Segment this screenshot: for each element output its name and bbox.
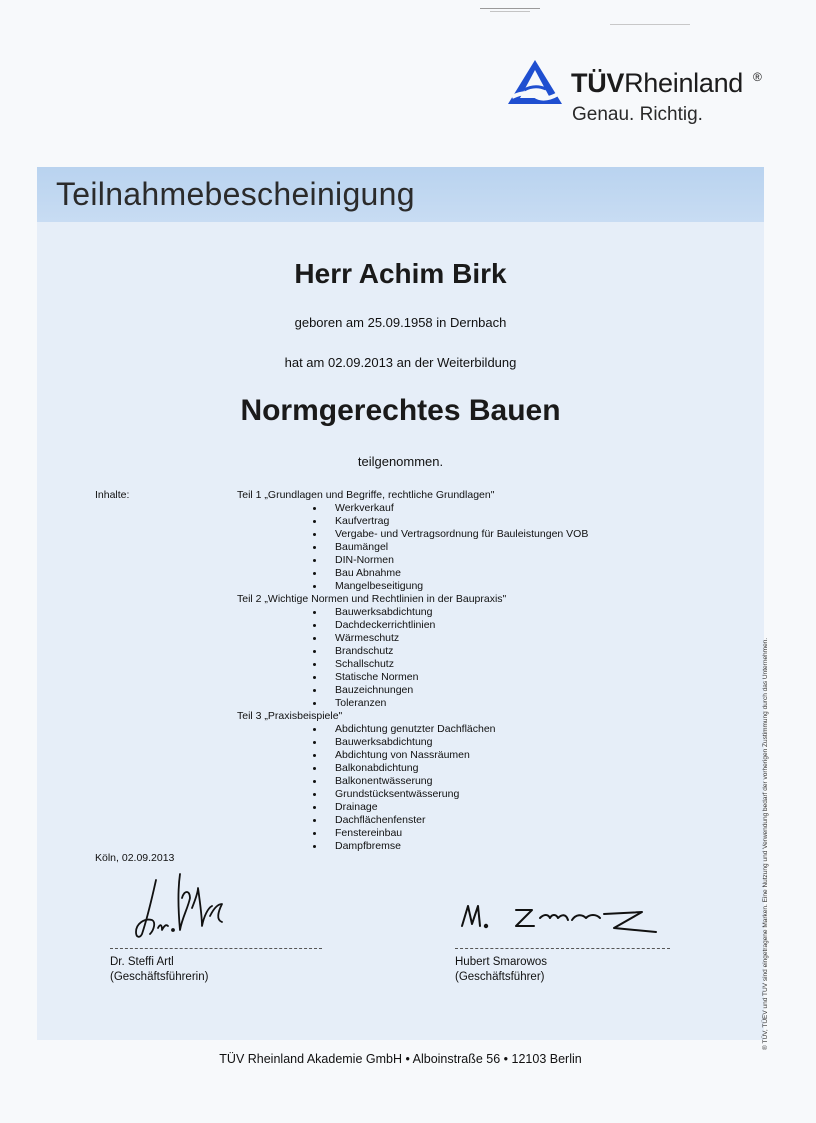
part-title: Teil 2 „Wichtige Normen und Rechtlinien in der Baupraxis" <box>237 593 507 605</box>
signatory-1 <box>110 955 208 985</box>
signatory-name: Dr. Steffi Artl <box>110 956 174 968</box>
recipient-name: Herr Achim Birk <box>294 258 507 289</box>
signatory-role: (Geschäftsführer) <box>455 971 545 983</box>
list-item: Vergabe- und Vertragsordnung für Bauleistungen VOB <box>237 528 657 541</box>
list-item: Baumängel <box>237 541 657 554</box>
brand-name-regular: Rheinland <box>624 68 744 98</box>
list-item: Balkonabdichtung <box>237 762 657 775</box>
scan-mark <box>480 8 540 9</box>
list-item: Balkonentwässerung <box>237 775 657 788</box>
list-item: Abdichtung genutzter Dachflächen <box>237 723 657 736</box>
list-item: Drainage <box>237 801 657 814</box>
scan-mark <box>610 24 690 25</box>
certificate-title: Teilnahmebescheinigung <box>56 176 415 212</box>
trademark-note: ® TÜV, TÜEV und TUV sind eingetragene Marken. Eine Nutzung und Verwendung bedarf der vorherigen Zustimmung durch das Unternehmen. <box>762 637 769 1050</box>
attendance-line: hat am 02.09.2013 an der Weiterbildung <box>284 355 517 370</box>
brand-name <box>571 68 743 99</box>
list-item: Dachdeckerrichtlinien <box>237 619 657 632</box>
brand-registered-mark: ® <box>753 70 762 84</box>
list-item: Mangelbeseitigung <box>237 580 657 593</box>
list-item: Kaufvertrag <box>237 515 657 528</box>
signature-smarowos <box>452 896 662 948</box>
list-item: Wärmeschutz <box>237 632 657 645</box>
tuv-triangle-logo-icon <box>506 58 564 106</box>
participated-line: teilgenommen. <box>357 454 444 469</box>
list-item: Schallschutz <box>237 658 657 671</box>
signatory-name: Hubert Smarowos <box>455 956 548 968</box>
list-item: Brandschutz <box>237 645 657 658</box>
part-title: Teil 1 „Grundlagen und Begriffe, rechtliche Grundlagen" <box>237 489 495 501</box>
signature-artl <box>118 868 238 944</box>
part-items <box>237 606 657 710</box>
part-title: Teil 3 „Praxisbeispiele" <box>237 710 343 722</box>
brand-tagline: Genau. Richtig. <box>572 104 703 125</box>
signature-line <box>110 948 322 949</box>
list-item: Abdichtung von Nassräumen <box>237 749 657 762</box>
contents-outline <box>237 489 657 853</box>
list-item: Bauwerksabdichtung <box>237 736 657 749</box>
part-items <box>237 723 657 853</box>
list-item: DIN-Normen <box>237 554 657 567</box>
list-item: Bauzeichnungen <box>237 684 657 697</box>
list-item: Werkverkauf <box>237 502 657 515</box>
birth-line: geboren am 25.09.1958 in Dernbach <box>294 315 507 330</box>
list-item: Grundstücksentwässerung <box>237 788 657 801</box>
signatory-role: (Geschäftsführerin) <box>110 971 209 983</box>
course-title: Normgerechtes Bauen <box>240 394 561 427</box>
place-date: Köln, 02.09.2013 <box>95 852 175 864</box>
list-item: Dampfbremse <box>237 840 657 853</box>
signature-line <box>455 948 670 949</box>
brand-name-bold: TÜV <box>571 68 625 98</box>
contents-label: Inhalte: <box>95 489 130 501</box>
list-item: Fenstereinbau <box>237 827 657 840</box>
list-item: Bauwerksabdichtung <box>237 606 657 619</box>
footer-address: TÜV Rheinland Akademie GmbH • Alboinstraße 56 • 12103 Berlin <box>219 1052 582 1066</box>
list-item: Dachflächenfenster <box>237 814 657 827</box>
list-item: Bau Abnahme <box>237 567 657 580</box>
part-items <box>237 502 657 593</box>
list-item: Statische Normen <box>237 671 657 684</box>
list-item: Toleranzen <box>237 697 657 710</box>
signatory-2 <box>455 955 547 985</box>
scan-mark <box>490 11 530 12</box>
